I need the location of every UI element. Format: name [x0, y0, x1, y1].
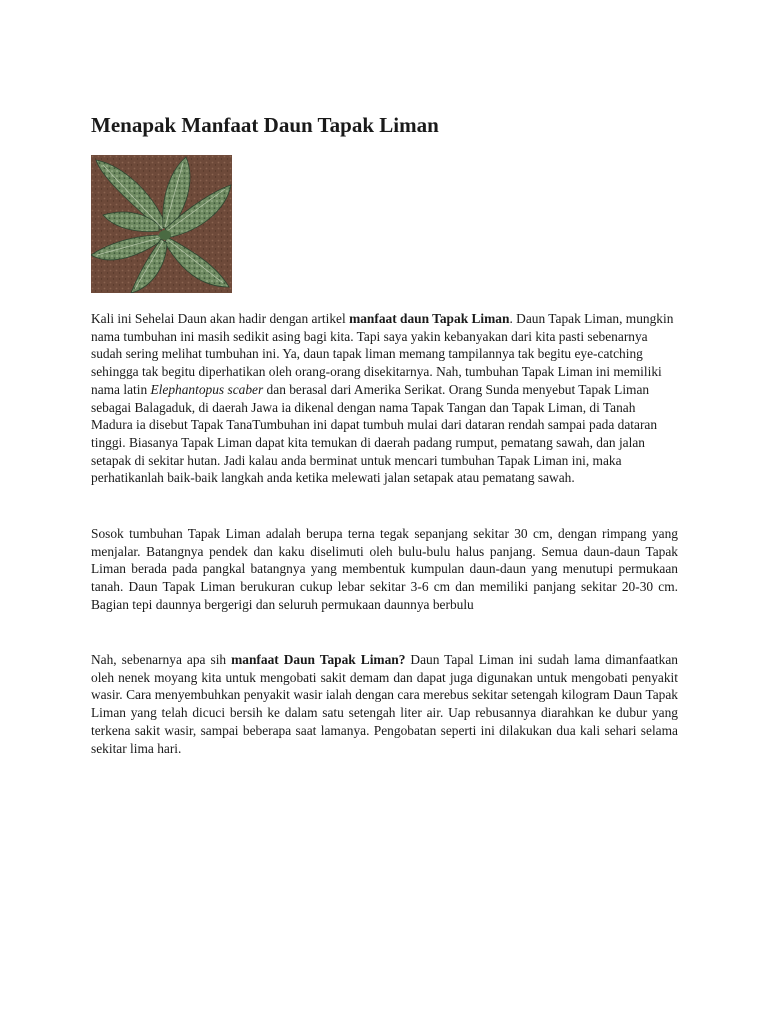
intro-text-2: . Daun Tapak Liman, mungkin nama tumbuhan ini masih sedikit asing bagi kita. Tapi saya yakin kebanyakan dari kita pasti sebenarnya sudah sering melihat tumbuhan ini. Ya, daun tapak liman memang tampilannya tak begitu eye-catching sehingga tak begitu diperhatikan oleh orang-orang disekitarnya. Nah, tumbuhan Tapak Liman ini memiliki nama latin [91, 311, 674, 397]
intro-text-3: dan berasal dari Amerika Serikat. Orang Sunda menyebut Tapak Liman sebagai Balagaduk, di daerah Jawa ia dikenal dengan nama Tapak Tangan dan Tapak Liman, di Tanah Madura ia disebut Tapak TanaTumbuhan ini dapat tumbuh mulai dari dataran rendah sampai pada dataran tinggi. Biasanya Tapak Liman dapat kita temukan di daerah padang rumput, pematang sawah, dan jalan setapak di sekitar hutan. Jadi kalau anda berminat untuk mencari tumbuhan Tapak Liman ini, maka perhatikanlah baik-baik langkah anda ketika melewati jalan setapak atau pematang sawah. [91, 381, 658, 486]
document-page [91, 0, 678, 1024]
benefits-bold-phrase: manfaat Daun Tapak Liman? [231, 652, 406, 667]
intro-text-1: Kali ini Sehelai Daun akan hadir dengan artikel [91, 311, 350, 326]
benefits-text-2: Daun Tapal Liman ini sudah lama dimanfaatkan oleh nenek moyang kita untuk mengobati sakit demam dan dapat juga digunakan untuk mengobati penyakit wasir. Cara menyembuhkan penyakit wasir ialah dengan cara merebus sekitar setengah kilogram Daun Tapak Liman yang telah dicuci bersih ke dalam satu setengah liter air. Uap rebusannya diarahkan ke dubur yang terkena sakit wasir, sampai beberapa saat lamanya. Pengobatan seperti ini dilakukan dua kali sehari selama sekitar lima hari. [91, 652, 678, 756]
latin-name: Elephantopus scaber [150, 381, 264, 397]
article-title: Menapak Manfaat Daun Tapak Liman [91, 113, 439, 137]
benefits-text-1: Nah, sebenarnya apa sih [91, 652, 232, 667]
paragraph-benefits [91, 651, 678, 757]
intro-bold-phrase: manfaat daun Tapak Liman [349, 311, 510, 326]
paragraph-intro [91, 310, 678, 487]
paragraph-description: Sosok tumbuhan Tapak Liman adalah berupa terna tegak sepanjang sekitar 30 cm, dengan rimpang yang menjalar. Batangnya pendek dan kaku diselimuti oleh bulu-bulu halus panjang. Semua daun-daun Tapak Liman berada pada pangkal batangnya yang membentuk kumpulan daun-daun yang menutupi permukaan tanah. Daun Tapak Liman berukuran cukup lebar sekitar 3-6 cm dan memiliki panjang sekitar 20-30 cm. Bagian tepi daunnya bergerigi dan seluruh permukaan daunnya berbulu [91, 526, 678, 612]
tapak-liman-plant-photo [91, 155, 232, 293]
